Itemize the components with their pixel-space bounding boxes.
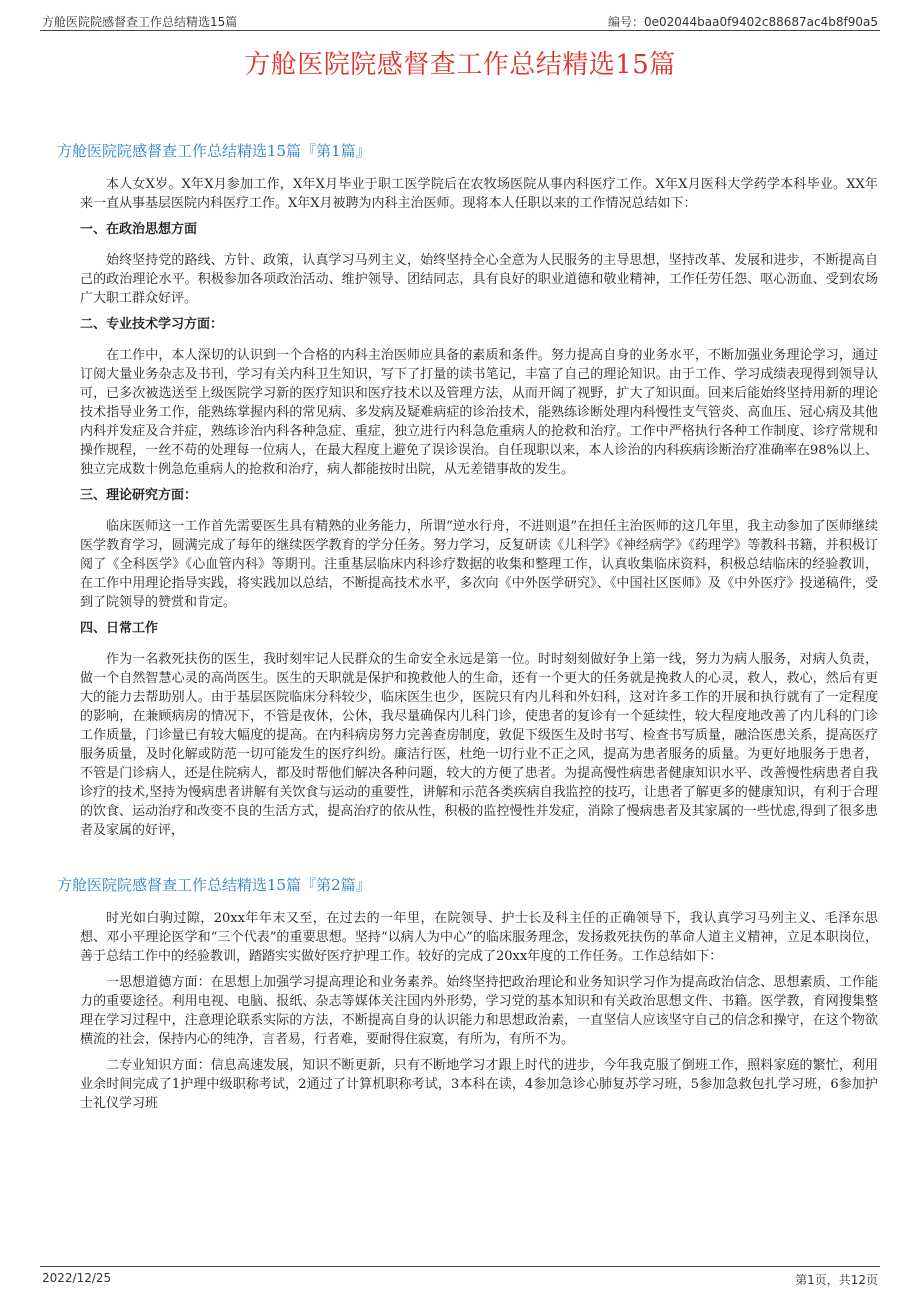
article-1-heading-1: 一、在政治思想方面 (80, 222, 198, 237)
article-2-paragraph-2: 一思想道德方面：在思想上加强学习提高理论和业务素养。始终坚持把政治理论和业务知识学习作为提高政治信念、思想素质、工作能力的重要途径。利用电视、电脑、报纸、杂志等媒体关注国内外形势，学习党的基本知识和有关政治思想文件、书籍。医学教，育网搜集整理在学习过程中，注意理论联系实际的方法，不断提高自身的认识能力和思想政治素，一直坚信人应该坚守自己的信念和操守，在这个物欲横流的社会，保持内心的纯净，言者易，行者难，要耐得住寂寞，有所为，有所不为。 (80, 975, 878, 1047)
footer-date: 2022/12/25 (42, 1271, 112, 1285)
article-2-title: 方舱医院院感督查工作总结精选15篇『第2篇』 (57, 876, 371, 894)
page-footer (40, 1266, 880, 1287)
article-1-title: 方舱医院院感督查工作总结精选15篇『第1篇』 (57, 142, 371, 160)
article-2-paragraph-3: 二专业知识方面：信息高速发展，知识不断更新，只有不断地学习才跟上时代的进步，今年我克服了倒班工作，照料家庭的繁忙，利用业余时间完成了1护理中级职称考试，2通过了计算机职称考试，3本科在读，4参加急诊心肺复苏学习班，5参加急救包扎学习班，6参加护士礼仪学习班 (80, 1058, 878, 1111)
article-1-heading-2: 二、专业技术学习方面： (80, 317, 224, 332)
article-1-paragraph-1: 始终坚持党的路线、方针、政策，认真学习马列主义，始终坚持全心全意为人民服务的主导思想，坚持改革、发展和进步，不断提高自己的政治理论水平。积极参加各项政治活动、维护领导、团结同志，具有良好的职业道德和敬业精神，工作任劳任怨、呕心沥血、受到农场广大职工群众好评。 (80, 253, 878, 306)
page-title: 方舱医院院感督查工作总结精选15篇 (244, 50, 676, 80)
article-1-intro: 本人女X岁。X年X月参加工作，X年X月毕业于职工医学院后在农牧场医院从事内科医疗工作。X年X月医科大学药学本科毕业。XX年来一直从事基层医院内科医疗工作。X年X月被聘为内科主治医师。现将本人任职以来的工作情况总结如下： (80, 177, 878, 211)
footer-page-number: 第1页，共12页 (795, 1273, 878, 1287)
page-header (40, 10, 880, 31)
header-doc-number: 编号：0e02044baa0f9402c88687ac4b8f90a5 (607, 15, 878, 29)
section-spacer (80, 847, 878, 876)
article-1-paragraph-2: 在工作中，本人深切的认识到一个合格的内科主治医师应具备的素质和条件。努力提高自身的业务水平，不断加强业务理论学习，通过订阅大量业务杂志及书刊，学习有关内科卫生知识，写下了打量的读书笔记，丰富了自己的理论知识。由于工作、学习成绩表现得到领导认可，已多次被选送至上级医院学习新的医疗知识和医疗技术以及管理方法，从而开阔了视野，扩大了知识面。回来后能始终坚持用新的理论技术指导业务工作，能熟练掌握内科的常见病、多发病及疑难病症的诊治技术，能熟练诊断处理内科慢性支气管炎、高血压、冠心病及其他内科并发症及合并症，熟练诊治内科各种急症、重症，独立进行内科急危重病人的抢救和治疗。工作中严格执行各种工作制度、诊疗常规和操作规程，一丝不苟的处理每一位病人，在最大程度上避免了误诊误治。自任现职以来，本人诊治的内科疾病诊断治疗准确率在98%以上、独立完成数十例急危重病人的抢救和治疗，病人都能按时出院，从无差错事故的发生。 (80, 348, 878, 477)
article-1-heading-4: 四、日常工作 (80, 621, 159, 636)
header-doc-title: 方舱医院院感督查工作总结精选15篇 (42, 15, 238, 29)
article-1-paragraph-4: 作为一名救死扶伤的医生，我时刻牢记人民群众的生命安全永远是第一位。时时刻刻做好争上第一线，努力为病人服务，对病人负责，做一个自然智慧心灵的高尚医生。医生的天职就是保护和挽救他人的生命，还有一个更大的任务就是挽救人的心灵，救人，救心，然后有更大的能力去帮助别人。由于基层医院临床分科较少，临床医生也少，医院只有内儿科和外妇科，这对许多工作的开展和执行就有了一定程度的影响，在兼顾病房的情况下，不管是夜休，公休，我尽量确保内儿科门诊，使患者的复诊有一个延续性，较大程度地改善了内儿科的门诊工作质量，门诊量已有较大幅度的提高。在内科病房努力完善查房制度，敦促下级医生及时书写、检查书写质量，融洽医患关系，提高医疗服务质量，及时化解或防范一切可能发生的医疗纠纷。廉洁行医，杜绝一切行业不正之风，提高为患者服务的质量。为更好地服务于患者，不管是门诊病人，还是住院病人，都及时帮他们解决各种问题，较大的方便了患者。为提高慢性病患者健康知识水平、改善慢性病患者自我诊疗的技术,坚持为慢病患者讲解有关饮食与运动的重要性，讲解和示范各类疾病自我监控的技巧，让患者了解更多的健康知识，有利于合理的饮食、运动治疗和改变不良的生活方式，提高治疗的依从性，积极的监控慢性并发症，消除了慢病患者及其家属的一些忧虑,得到了很多患者及家属的好评， (80, 652, 878, 838)
article-1-heading-3: 三、理论研究方面： (80, 488, 198, 503)
document-body (57, 142, 878, 1120)
article-1-paragraph-3: 临床医师这一工作首先需要医生具有精熟的业务能力，所谓“逆水行舟，不进则退”在担任主治医师的这几年里，我主动参加了医师继续医学教育学习，圆满完成了每年的继续医学教育的学分任务。努力学习，反复研读《儿科学》《神经病学》《药理学》等教科书籍，并积极订阅了《全科医学》《心血管内科》等期刊。注重基层临床内科诊疗数据的收集和整理工作，认真收集临床资料，积极总结临床的经验教训，在工作中用理论指导实践，将实践加以总结，不断提高技术水平，多次向《中外医学研究》、《中国社区医师》及《中外医疗》投递稿件，受到了院领导的赞赏和肯定。 (80, 519, 878, 610)
article-2-paragraph-1: 时光如白驹过隙，20xx年年末又至，在过去的一年里，在院领导、护士长及科主任的正确领导下，我认真学习马列主义、毛泽东思想、邓小平理论医学和“三个代表”的重要思想。坚持“以病人为中心”的临床服务理念，发扬救死扶伤的革命人道主义精神，立足本职岗位，善于总结工作中的经验教训，踏踏实实做好医疗护理工作。较好的完成了20xx年度的工作任务。工作总结如下： (80, 911, 878, 964)
